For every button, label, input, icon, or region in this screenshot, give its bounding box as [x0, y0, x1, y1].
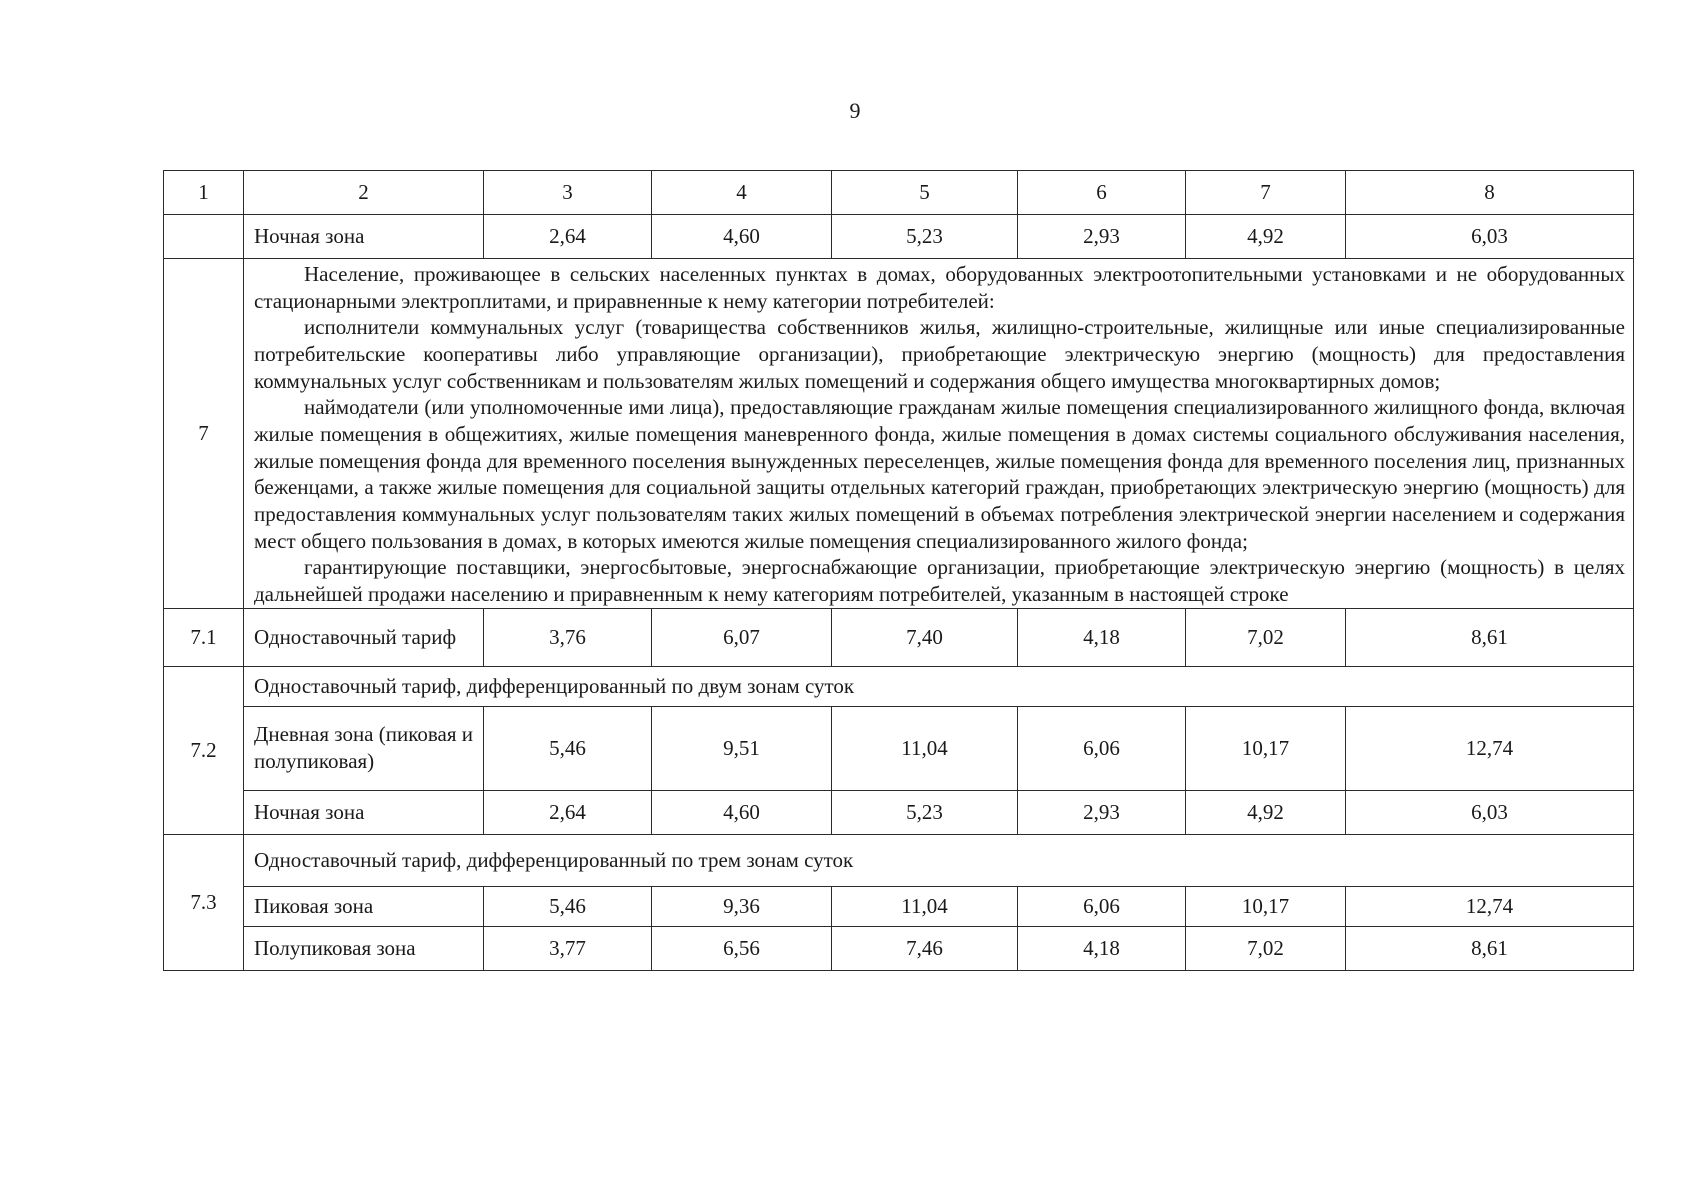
tariff-value: 8,61	[1346, 608, 1634, 666]
row-label: Ночная зона	[244, 215, 484, 259]
semipeak-zone-row	[164, 926, 1634, 970]
tariff-value: 4,92	[1186, 215, 1346, 259]
description-paragraph: наймодатели (или уполномоченные ими лица), предоставляющие гражданам жилые помещения специализированного жилищного фонда, включая жилые помещения в общежитиях, жилые помещения маневренного фонда, жилые помещения в домах системы социального обслуживания населения, жилые помещения фонда для временного поселения вынужденных переселенцев, жилые помещения фонда для временного поселения лиц, признанных беженцами, а также жилые помещения для социальной защиты отдельных категорий граждан, приобретающих электрическую энергию (мощность) для предоставления коммунальных услуг пользователям таких жилых помещений в объемах потребления электрической энергии населением и содержания мест общего пользования в домах, в которых имеются жилые помещения специализированного жилого фонда;	[254, 395, 1625, 553]
page-number: 9	[849, 98, 861, 123]
row-number: 7.2	[164, 666, 244, 834]
tariff-value: 4,60	[652, 215, 832, 259]
tariff-value: 7,40	[832, 608, 1018, 666]
column-number: 7	[1186, 171, 1346, 215]
tariff-table	[163, 170, 1634, 971]
tariff-value: 2,64	[484, 215, 652, 259]
tariff-value: 6,07	[652, 608, 832, 666]
tariff-value: 6,06	[1018, 706, 1186, 790]
row-label: Дневная зона (пиковая и полупиковая)	[244, 706, 484, 790]
tariff-value: 6,03	[1346, 215, 1634, 259]
tariff-value: 7,02	[1186, 608, 1346, 666]
tariff-value: 12,74	[1346, 886, 1634, 926]
column-number: 3	[484, 171, 652, 215]
row-number: 7.1	[164, 608, 244, 666]
tariff-value: 4,92	[1186, 790, 1346, 834]
tariff-value: 4,18	[1018, 926, 1186, 970]
row-7-3-title	[164, 834, 1634, 886]
day-zone-row	[164, 706, 1634, 790]
section-7-description	[244, 259, 1634, 609]
tariff-value: 5,23	[832, 215, 1018, 259]
tariff-value: 6,03	[1346, 790, 1634, 834]
row-number: 7	[164, 259, 244, 609]
tariff-value: 3,77	[484, 926, 652, 970]
column-number: 2	[244, 171, 484, 215]
row-label: Одноставочный тариф	[244, 608, 484, 666]
column-number-row	[164, 171, 1634, 215]
row-label: Пиковая зона	[244, 886, 484, 926]
tariff-value: 3,76	[484, 608, 652, 666]
tariff-value: 5,46	[484, 706, 652, 790]
description-paragraph: исполнители коммунальных услуг (товарищества собственников жилья, жилищно-строительные, жилищные или иные специализированные потребительские кооперативы либо управляющие организации), приобретающие электрическую энергию (мощность) для предоставления коммунальных услуг собственникам и пользователям жилых помещений и содержания общего имущества многоквартирных домов;	[254, 315, 1625, 393]
section-7-description-row	[164, 259, 1634, 609]
tariff-value: 6,06	[1018, 886, 1186, 926]
description-paragraph: Население, проживающее в сельских населенных пунктах в домах, оборудованных электроотопительными установками и не оборудованных стационарными электроплитами, и приравненные к нему категории потребителей:	[254, 262, 1625, 313]
tariff-value: 10,17	[1186, 886, 1346, 926]
tariff-value: 11,04	[832, 886, 1018, 926]
tariff-value: 5,23	[832, 790, 1018, 834]
row-number: 7.3	[164, 834, 244, 970]
night-zone-row	[164, 215, 1634, 259]
tariff-value: 2,93	[1018, 215, 1186, 259]
column-number: 8	[1346, 171, 1634, 215]
tariff-value: 11,04	[832, 706, 1018, 790]
peak-zone-row	[164, 886, 1634, 926]
tariff-value: 4,60	[652, 790, 832, 834]
tariff-value: 9,51	[652, 706, 832, 790]
row-label: Ночная зона	[244, 790, 484, 834]
column-number: 1	[164, 171, 244, 215]
night-zone-row	[164, 790, 1634, 834]
row-label: Полупиковая зона	[244, 926, 484, 970]
tariff-value: 6,56	[652, 926, 832, 970]
subsection-title: Одноставочный тариф, дифференцированный по двум зонам суток	[244, 666, 1634, 706]
tariff-value: 4,18	[1018, 608, 1186, 666]
row-number-cell	[164, 215, 244, 259]
tariff-value: 12,74	[1346, 706, 1634, 790]
tariff-value: 5,46	[484, 886, 652, 926]
tariff-value: 2,93	[1018, 790, 1186, 834]
tariff-value: 9,36	[652, 886, 832, 926]
tariff-value: 10,17	[1186, 706, 1346, 790]
tariff-value: 7,02	[1186, 926, 1346, 970]
column-number: 4	[652, 171, 832, 215]
tariff-value: 2,64	[484, 790, 652, 834]
row-7-1	[164, 608, 1634, 666]
tariff-value: 7,46	[832, 926, 1018, 970]
column-number: 5	[832, 171, 1018, 215]
description-paragraph: гарантирующие поставщики, энергосбытовые, энергоснабжающие организации, приобретающие электрическую энергию (мощность) в целях дальнейшей продажи населению и приравненным к нему категориям потребителей, указанным в настоящей строке	[254, 555, 1625, 606]
column-number: 6	[1018, 171, 1186, 215]
row-7-2-title	[164, 666, 1634, 706]
subsection-title: Одноставочный тариф, дифференцированный по трем зонам суток	[244, 834, 1634, 886]
tariff-value: 8,61	[1346, 926, 1634, 970]
